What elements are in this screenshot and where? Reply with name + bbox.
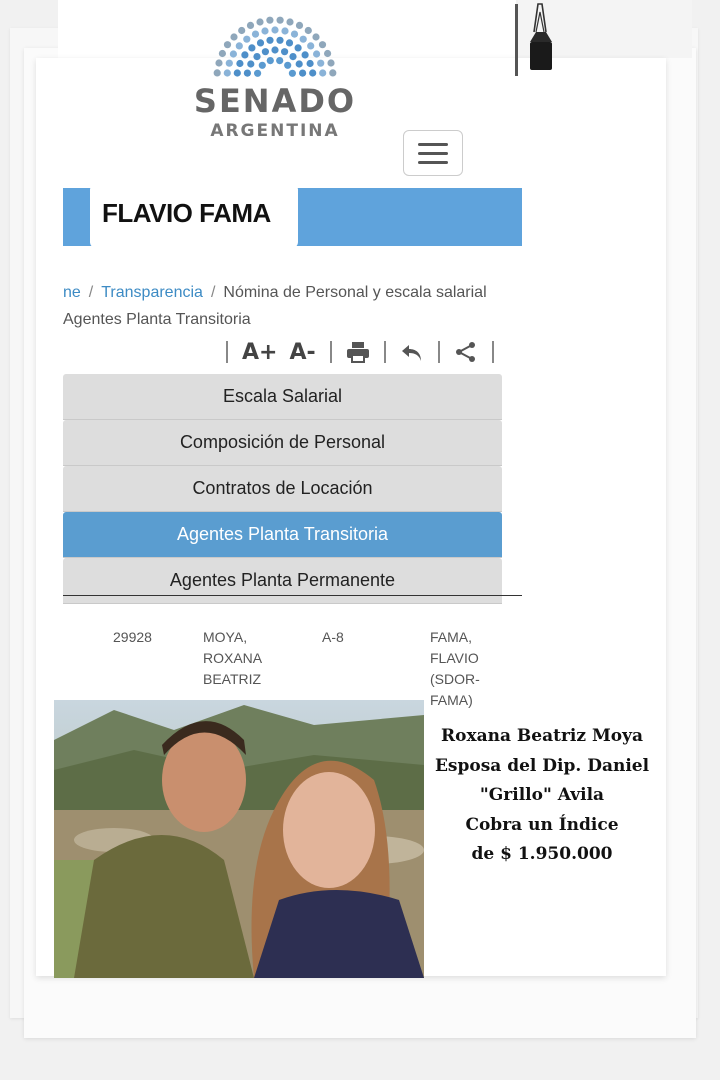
cell-dependencia: FAMA, FLAVIO (SDOR- FAMA): [430, 629, 480, 708]
binder-clip-icon: [526, 2, 556, 72]
font-decrease-button[interactable]: A-: [289, 339, 316, 365]
logo-dot: [305, 27, 312, 34]
menu-item-agentes-planta-transitoria[interactable]: Agentes Planta Transitoria: [63, 512, 502, 558]
logo-dot: [289, 70, 296, 77]
logo-dot: [236, 60, 243, 67]
logo-dot: [247, 22, 254, 29]
logo-dot: [284, 62, 291, 69]
logo-dot: [230, 33, 237, 40]
logo-dot: [248, 44, 255, 51]
logo-dot: [266, 17, 273, 24]
logo-senado-text: SENADO: [193, 82, 357, 120]
couple-photo: [54, 700, 424, 978]
back-arrow-icon[interactable]: [400, 341, 424, 363]
menu-item-escala-salarial[interactable]: Escala Salarial: [63, 374, 502, 420]
logo-dot: [312, 33, 319, 40]
logo-dot: [252, 31, 259, 38]
logo-dot: [244, 70, 251, 77]
logo-dot: [286, 39, 293, 46]
cell-categoria: A-8: [322, 629, 344, 645]
logo-dot: [226, 60, 233, 67]
logo-dots-icon: [180, 8, 370, 86]
logo-dot: [302, 51, 309, 58]
logo-dot: [230, 50, 237, 57]
logo-dot: [254, 70, 261, 77]
logo-dot: [271, 26, 278, 33]
menu-divider: [63, 595, 522, 596]
logo-dot: [219, 50, 226, 57]
logo-dot: [286, 18, 293, 25]
logo-dot: [319, 41, 326, 48]
clip-rod: [515, 4, 518, 76]
breadcrumb-current-page: Agentes Planta Transitoria: [63, 311, 251, 328]
logo-dot: [276, 37, 283, 44]
logo-dot: [299, 70, 306, 77]
senator-name: FLAVIO FAMA: [102, 198, 271, 228]
logo-dot: [277, 17, 284, 24]
logo-dot: [214, 69, 221, 76]
logo-dot: [224, 69, 231, 76]
breadcrumb-current: Nómina de Personal y escala salarial: [223, 284, 487, 301]
logo-dot: [259, 62, 266, 69]
logo-dot: [309, 69, 316, 76]
page-toolbar: [220, 336, 508, 368]
hamburger-menu-button[interactable]: [403, 130, 463, 176]
logo-dot: [266, 37, 273, 44]
cell-nombre: MOYA, ROXANA BEATRIZ: [203, 629, 263, 687]
logo-dot: [253, 53, 260, 60]
logo-dot: [289, 53, 296, 60]
logo-dot: [295, 44, 302, 51]
logo-dot: [296, 60, 303, 67]
logo-dot: [276, 57, 283, 64]
logo-dot: [296, 22, 303, 29]
logo-dot: [261, 27, 268, 34]
breadcrumb-home[interactable]: ne: [63, 284, 81, 301]
logo-dot: [236, 42, 243, 49]
logo-dot: [319, 69, 326, 76]
logo-dot: [241, 51, 248, 58]
logo-dot: [238, 27, 245, 34]
print-icon[interactable]: [346, 341, 370, 363]
logo-dot: [324, 50, 331, 57]
menu-line-icon: [418, 152, 448, 155]
logo-dot: [307, 60, 314, 67]
logo-dot: [215, 59, 222, 66]
logo-dot: [262, 48, 269, 55]
menu-item-contratos-locacion[interactable]: Contratos de Locación: [63, 466, 502, 512]
logo-dot: [224, 41, 231, 48]
share-icon[interactable]: [454, 341, 478, 363]
logo-dot: [317, 60, 324, 67]
logo-dot: [234, 69, 241, 76]
logo-dot: [300, 36, 307, 43]
logo-dot: [281, 27, 288, 34]
menu-line-icon: [418, 143, 448, 146]
logo-dot: [267, 57, 274, 64]
menu-item-agentes-planta-permanente[interactable]: Agentes Planta Permanente: [63, 558, 502, 604]
menu-item-composicion-personal[interactable]: Composición de Personal: [63, 420, 502, 466]
logo-dot: [281, 48, 288, 55]
logo-dot: [329, 69, 336, 76]
logo-dot: [271, 46, 278, 53]
logo-dot: [307, 42, 314, 49]
logo-dot: [257, 39, 264, 46]
section-menu: [63, 374, 502, 604]
logo-dot: [291, 31, 298, 38]
breadcrumb-transparencia[interactable]: Transparencia: [101, 284, 203, 301]
senado-logo: [180, 8, 370, 141]
logo-argentina-text: ARGENTINA: [210, 121, 340, 141]
cell-legajo: 29928: [113, 629, 152, 645]
photo-caption: Roxana Beatriz Moya Esposa del Dip. Daniel "Grillo" Avila Cobra un Índice de $ 1.950.000: [434, 726, 650, 864]
logo-dot: [313, 50, 320, 57]
font-increase-button[interactable]: A+: [242, 339, 278, 365]
logo-dot: [327, 59, 334, 66]
logo-dot: [243, 36, 250, 43]
logo-dot: [256, 18, 263, 25]
breadcrumb: ne / Transparencia / Nómina de Personal y escala salarial: [63, 284, 487, 301]
menu-line-icon: [418, 161, 448, 164]
logo-dot: [247, 60, 254, 67]
